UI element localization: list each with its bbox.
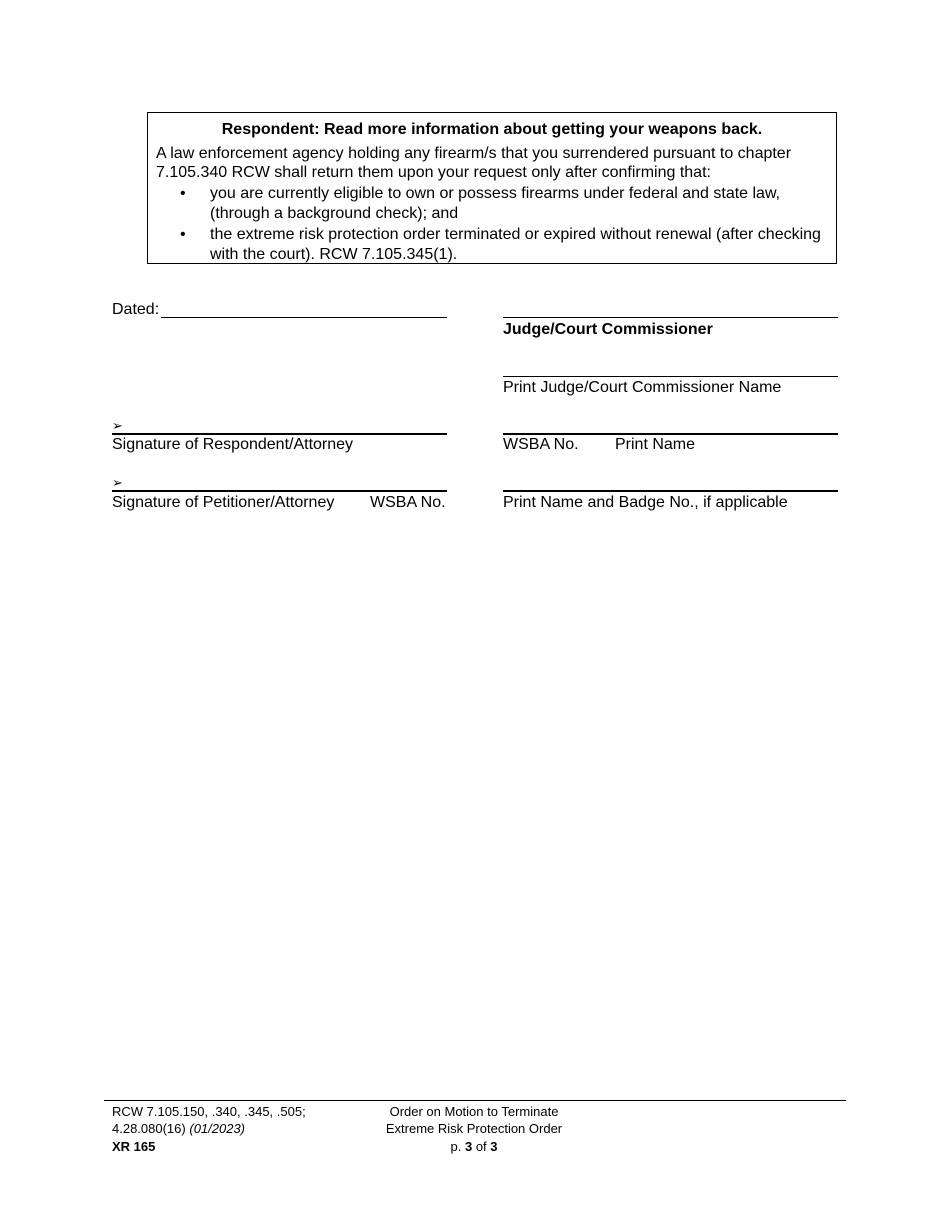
bullet-marker: • <box>180 185 186 202</box>
arrow-icon: ➢ <box>112 418 123 433</box>
footer-rcw-citation: 4.28.080(16) <box>112 1121 186 1136</box>
footer-form-id: XR 165 <box>112 1139 156 1154</box>
weapons-return-info-box <box>147 112 837 264</box>
page-total: 3 <box>490 1139 498 1154</box>
badge-line[interactable] <box>503 490 838 492</box>
dated-label: Dated: <box>112 301 160 318</box>
print-name-label: Print Name <box>615 436 696 453</box>
arrow-icon: ➢ <box>112 475 123 490</box>
wsba-label: WSBA No. <box>503 436 579 453</box>
judge-signature-line[interactable] <box>503 317 838 318</box>
footer-form-date: (01/2023) <box>189 1121 246 1136</box>
footer-rcw-line1: RCW 7.105.150, .340, .345, .505; <box>112 1104 306 1119</box>
judge-label: Judge/Court Commissioner <box>503 321 713 338</box>
petitioner-wsba-label: WSBA No. <box>370 494 446 511</box>
footer-page-number <box>364 1139 584 1155</box>
petitioner-signature-label: Signature of Petitioner/Attorney <box>112 494 335 511</box>
page-of: of <box>475 1139 487 1154</box>
dated-line[interactable] <box>161 317 447 318</box>
info-box-title: Respondent: Read more information about getting your weapons back. <box>221 121 763 138</box>
footer-title-line2: Extreme Risk Protection Order <box>385 1121 563 1136</box>
respondent-signature-label: Signature of Respondent/Attorney <box>112 436 354 453</box>
page-prefix: p. <box>450 1139 462 1154</box>
badge-label: Print Name and Badge No., if applicable <box>503 494 788 511</box>
page-current: 3 <box>464 1139 473 1154</box>
info-box-intro: A law enforcement agency holding any firearm/s that you surrendered pursuant to chapter 7.105.340 RCW shall return them upon your request only after confirming that: <box>156 145 792 181</box>
bullet-text: the extreme risk protection order terminated or expired without renewal (after checking with the court). RCW 7.105.345(1). <box>210 226 821 263</box>
footer-title-line1: Order on Motion to Terminate <box>389 1104 559 1119</box>
bullet-marker: • <box>180 226 186 243</box>
footer-rcw-line2 <box>112 1121 245 1137</box>
footer-rule <box>104 1100 846 1101</box>
print-judge-name-line[interactable] <box>503 376 838 377</box>
print-judge-name-label: Print Judge/Court Commissioner Name <box>503 379 782 396</box>
bullet-text: you are currently eligible to own or possess firearms under federal and state law, (through a background check); and <box>210 185 781 222</box>
petitioner-signature-line[interactable] <box>112 490 447 492</box>
